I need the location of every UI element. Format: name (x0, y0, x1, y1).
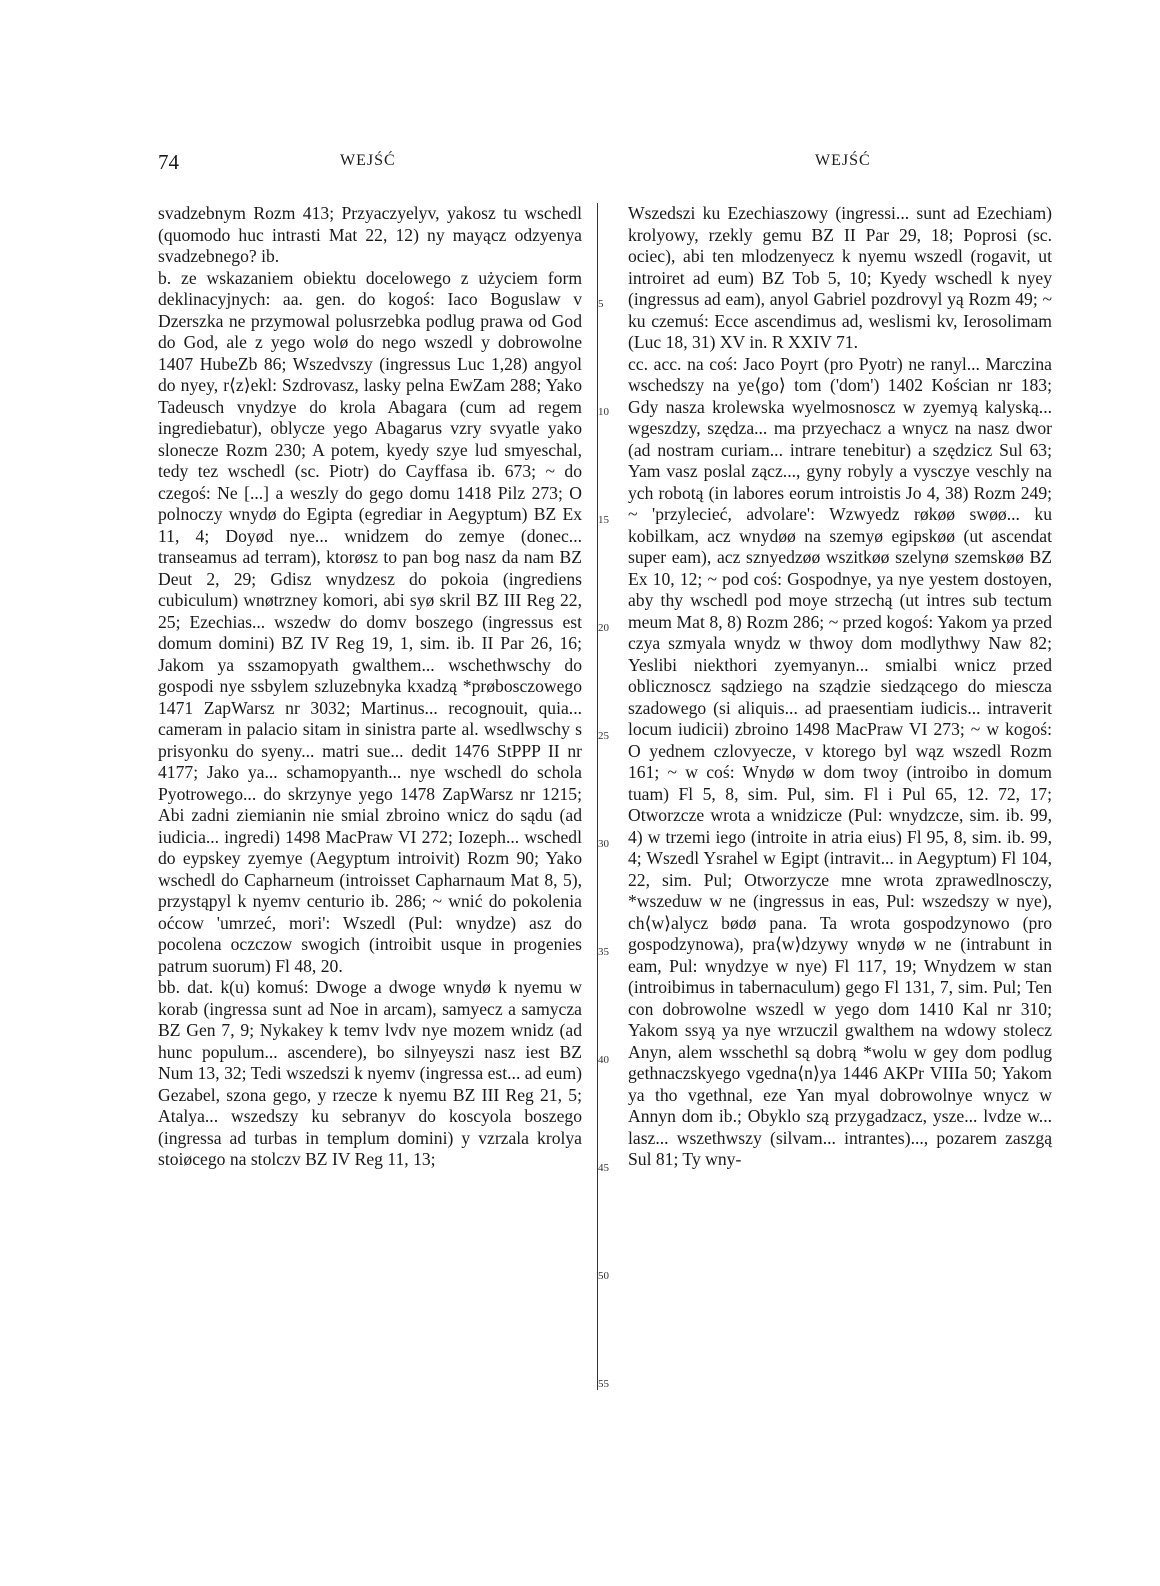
page-number: 74 (158, 150, 179, 174)
left-paragraph-3: bb. dat. k(u) komuś: Dwoge a dwoge wnydø k nyemu w korab (ingressa sunt ad Noe in arcam), samyecz a samycza BZ Gen 7, 9; Nykakey k temv lvdv nye mozem wnidz (ad hunc populum... ascendere), bo silnyeyszi nasz iest BZ Num 13, 32; Tedi wszedszi k nyemv (ingressa est... ad eum) Gezabel, szona gego, y rzecze k nyemu BZ III Reg 21, 5; Atalya... wszedszy ku sebranyv do koscyola boszego (ingressa ad turbas in templum domini) y vzrzala krolya stoiøcego na stolczv BZ IV Reg 11, 13; (158, 977, 582, 1169)
right-paragraph-1: Wszedszi ku Ezechiaszowy (ingressi... sunt ad Ezechiam) krolyowy, rzekly gemu BZ II Par 29, 18; Poprosi (sc. ociec), abi ten mlodzenyecz k nyemu wszedl (rogavit, ut introiret ad eum) BZ Tob 5, 10; Kyedy wschedl k nyey (ingressus ad eam), anyol Gabriel pozdrovyl yą Rozm 49; ~ ku czemuś: Ecce ascendimus ad, weslismi kv, Ierosolimam (Luc 18, 31) XV in. R XXIV 71. (628, 203, 1052, 352)
line-number: 5 (598, 298, 604, 310)
running-head-right: WEJŚĆ (815, 152, 871, 169)
running-head-left: WEJŚĆ (340, 152, 396, 169)
line-number: 55 (598, 1378, 609, 1390)
line-number: 15 (598, 514, 609, 526)
left-paragraph-1: svadzebnym Rozm 413; Przyaczyelyv, yakosz tu wschedl (quomodo huc intrasti Mat 22, 12) ny mayącz odzyenya svadzebnego? ib. (158, 203, 582, 266)
right-paragraph-2: cc. acc. na coś: Jaco Poyrt (pro Pyotr) ne ranyl... Marczina wschedszy na ye⟨go⟩ tom ('dom') 1402 Kościan nr 183; Gdy nasza krolewska wyelmosnoscz w zyemyą kalyską... wgeszdzy, szędza... ma przyechacz a wnycz na nasz dwor (ad nostram curiam... intrare tenebitur) a szędzicz Sul 63; Yam vasz poslal zącz..., gyny robyly a vysczye veschly na ych robotą (in labores eorum introistis Jo 4, 38) Rozm 249; ~ 'przylecieć, advolare': Wzwyedz røkøø swøø... ku kobilkam, acz wnydøø na szemyø egipskøø (ut ascendat super eam), acz sznyedzøø wszitkøø szelynø szemskøø BZ Ex 10, 12; ~ pod coś: Gospodnye, ya nye yestem dostoyen, aby thy wschedl pod moye strzechą (ut intres sub tectum meum Mat 8, 8) Rozm 286; ~ przed kogoś: Yakom ya przed czya szmyala wnydz w thwoy dom modlythwy Naw 82; Yeslibi niekthori zyemyanyn... smialbi wnicz przed oblicznoscz sądziego na sządzie siedzącego do miescza szadowego (si aliquis... ad praesentiam iudicis... intraverit locum iudicii) zbroino 1498 MacPraw VI 273; ~ w kogoś: O yednem czlovyecze, v ktorego byl wąz wszedl Rozm 161; ~ w coś: Wnydø w dom twoy (introibo in domum tuam) Fl 5, 8, sim. Pul, sim. Fl i Pul 65, 12. 72, 17; Otworzcze wrota a wnidzicze (Pul: wnydzcze, sim. ib. 99, 4) w trzemi iego (introite in atria eius) Fl 95, 8, sim. ib. 99, 4; Wszedl Ysrahel w Egipt (intravit... in Aegyptum) Fl 104, 22, sim. Pul; Otworzycze mne wrota zprawedlnosczy, *wszeduw w ne (ingressus in eas, Pul: wszedszy w nye), ch⟨w⟩alycz bødø pana. Ta wrota gospodzynowo (pro gospodzynowa), pra⟨w⟩dzywy wnydø w ne (intrabunt in eam, Pul: wnydzye w nye) Fl 117, 19; Wnydzem w stan (introibimus in tabernaculum) gego Fl 131, 7, sim. Pul; Ten con dobrowolne wszedl w yego dom 1410 Kal nr 310; Yakom ssyą ya nye wrzuczil gwalthem na wdowy stolecz Anyn, alem wsschethl są dobrą *wolu w gey dom podlug gethnaczskyego vgedna⟨n⟩ya 1446 AKPr VIIIa 50; Yakom ya tho vgethnal, eze Yan myal dobrowolnye wnycz w Annyn dom ib.; Obyklo szą przygadzacz, ysze... lvdze w... lasz... wszethwszy (silvam... intrantes)..., pozarem zaszgą Sul 81; Ty wny- (628, 353, 1052, 1169)
column-divider (597, 203, 598, 1390)
left-column (158, 203, 582, 1171)
left-paragraph-2: b. ze wskazaniem obiektu docelowego z użyciem form deklinacyjnych: aa. gen. do kogoś: Iaco Boguslaw v Dzerszka ne przymowal polusrzebka podlug prawa od God do God, ale z yego wolø do nego wszedl y dobrowolne 1407 HubeZb 86; Wszedvszy (ingressus Luc 1,28) angyol do nyey, r⟨z⟩ekl: Szdrovasz, lasky pelna EwZam 288; Yako Tadeusch vnydzye do krola Abagara (cum ad regem ingrediebatur), oblycze yego Abagarus vzry svyatle yako slonecze Rozm 230; A potem, kyedy szye lud smyeschal, tedy tez wschedl (sc. Piotr) do Cayffasa ib. 673; ~ do czegoś: Ne [...] a weszly do gego domu 1418 Pilz 273; O polnoczy wnydø do Egipta (egrediar in Aegyptum) BZ Ex 11, 4; Doyød nye... wnidzem do zemye (donec... transeamus ad terram), ktorøsz to pan bog nasz da nam BZ Deut 2, 29; Gdisz wnydzesz do pokoia (ingrediens cubiculum) wnøtrzney komori, abi syø skril BZ III Reg 22, 25; Ezechias... wszedw do domv boszego (ingressus est domum domini) BZ IV Reg 19, 1, sim. ib. II Par 26, 16; Jakom ya sszamopyath gwalthem... wschethwschy do gospodi nye ssbylem szluzebnyka kxadzą *prøbosczowego 1471 ZapWarsz nr 3032; Martinus... recognouit, quia... cameram in palacio sitam in sinistra parte al. wsedlwschy s prisyonku do syeny... matri sue... dedit 1476 StPPP II nr 4177; Jako ya... schamopyanth... nye wschedl do schola Pyotrowego... do skrzynye yego 1478 ZapWarsz nr 1215; Abi zadni ziemianin nie smial zbroino wnicz do sądu (ad iudicia... ingredi) 1498 MacPraw VI 272; Iozeph... wschedl do eypskey zyemye (Aegyptum introivit) Rozm 90; Yako wschedl do Capharneum (introisset Capharnaum Mat 8, 5), przystąpyl k nyemv centurio ib. 286; ~ wnić do pokolenia oćcow 'umrzeć, mori': Wszedl (Pul: wnydze) asz do pocolena oczczow swogich (introibit usque in progenies patrum suorum) Fl 48, 20. (158, 267, 582, 976)
page-header (0, 150, 1160, 180)
line-number: 35 (598, 946, 609, 958)
line-number: 50 (598, 1270, 609, 1282)
line-number: 45 (598, 1162, 609, 1174)
right-column (628, 203, 1052, 1171)
line-number: 10 (598, 406, 609, 418)
line-number: 30 (598, 838, 609, 850)
line-number: 40 (598, 1054, 609, 1066)
line-number: 20 (598, 622, 609, 634)
line-number: 25 (598, 730, 609, 742)
